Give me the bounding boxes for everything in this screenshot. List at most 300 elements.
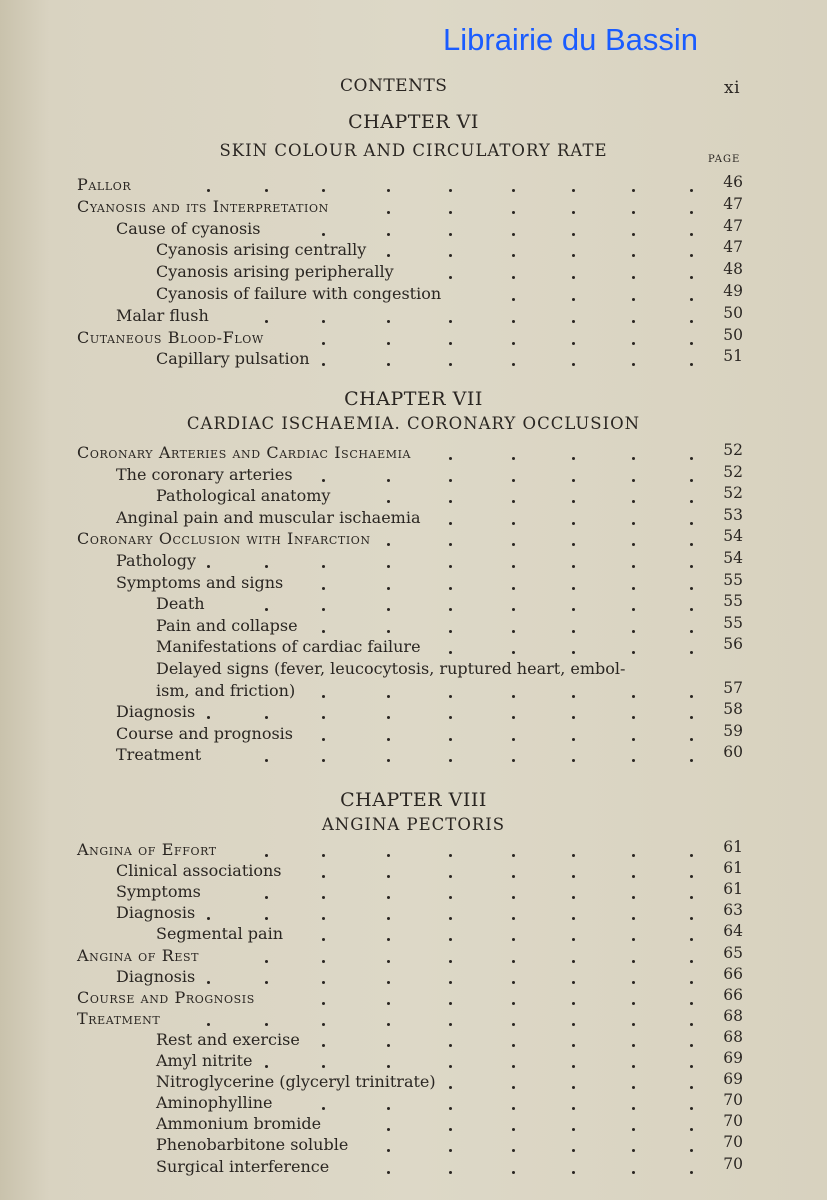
leader-dot	[512, 738, 515, 741]
dot-leader	[0, 443, 700, 463]
dot-leader	[0, 486, 700, 506]
leader-dot	[632, 608, 635, 611]
leader-dot	[322, 938, 325, 941]
dot-leader	[0, 219, 700, 239]
leader-dot	[572, 1107, 575, 1110]
toc-entry	[0, 505, 827, 528]
toc-entry-page: 70	[723, 1154, 743, 1173]
leader-dot	[322, 587, 325, 590]
leader-dot	[632, 1086, 635, 1089]
leader-dot	[322, 716, 325, 719]
leader-dot	[512, 716, 515, 719]
dot-leader	[0, 1030, 700, 1050]
toc-entry-title: Death	[156, 594, 205, 614]
leader-dot	[572, 1149, 575, 1152]
leader-dot	[512, 587, 515, 590]
toc-entry-page: 64	[723, 922, 743, 941]
leader-dot	[387, 211, 390, 214]
toc-entry-title: Treatment	[116, 745, 202, 765]
toc-entry	[0, 613, 827, 636]
leader-dot	[387, 363, 390, 366]
leader-dot	[512, 1149, 515, 1152]
toc-entry-page: 47	[723, 238, 743, 257]
dot-leader	[0, 1093, 700, 1113]
leader-dot	[632, 543, 635, 546]
toc-entry-page: 53	[723, 505, 743, 524]
leader-dot	[512, 875, 515, 878]
leader-dot	[387, 960, 390, 963]
leader-dot	[322, 917, 325, 920]
toc-entry-title: Angina of Effort	[77, 840, 217, 859]
leader-dot	[632, 1128, 635, 1131]
leader-dot	[690, 565, 693, 568]
toc-entry	[0, 943, 827, 966]
leader-dot	[322, 695, 325, 698]
leader-dot	[632, 854, 635, 857]
leader-dot	[449, 1128, 452, 1131]
leader-dot	[265, 716, 268, 719]
leader-dot	[512, 608, 515, 611]
leader-dot	[265, 1023, 268, 1026]
leader-dot	[322, 363, 325, 366]
toc-entry-page: 56	[723, 635, 743, 654]
leader-dot	[572, 500, 575, 503]
toc-entry-title: Coronary Occlusion with Infarction	[77, 529, 371, 549]
toc-entry-page: 46	[723, 173, 743, 191]
chapter-7-number: CHAPTER VII	[344, 388, 483, 410]
leader-dot	[572, 651, 575, 654]
leader-dot	[572, 298, 575, 301]
leader-dot	[512, 1065, 515, 1068]
leader-dot	[690, 695, 693, 698]
dot-leader	[0, 967, 700, 987]
leader-dot	[572, 854, 575, 857]
leader-dot	[572, 479, 575, 482]
leader-dot	[632, 981, 635, 984]
leader-dot	[449, 254, 452, 257]
leader-dot	[690, 896, 693, 899]
leader-dot	[449, 695, 452, 698]
leader-dot	[449, 522, 452, 525]
leader-dot	[387, 608, 390, 611]
toc-entry-page: 69	[723, 1049, 743, 1067]
leader-dot	[632, 457, 635, 460]
toc-entry	[0, 903, 827, 923]
toc-entry	[0, 1051, 827, 1071]
leader-dot	[512, 189, 515, 192]
leader-dot	[690, 276, 693, 279]
leader-dot	[387, 896, 390, 899]
toc-entry	[0, 861, 827, 881]
toc-entry-page: 70	[723, 1091, 743, 1110]
leader-dot	[632, 875, 635, 878]
leader-dot	[265, 608, 268, 611]
leader-dot	[449, 479, 452, 482]
leader-dot	[265, 759, 268, 762]
dot-leader	[0, 882, 700, 902]
leader-dot	[387, 1044, 390, 1047]
leader-dot	[449, 917, 452, 920]
toc-entry-page: 50	[723, 303, 743, 322]
leader-dot	[265, 189, 268, 192]
leader-dot	[322, 960, 325, 963]
leader-dot	[449, 233, 452, 236]
leader-dot	[322, 981, 325, 984]
leader-dot	[512, 276, 515, 279]
leader-dot	[322, 738, 325, 741]
leader-dot	[449, 1023, 452, 1026]
leader-dot	[572, 233, 575, 236]
toc-entry-page: 66	[723, 964, 743, 983]
leader-dot	[690, 500, 693, 503]
leader-dot	[632, 938, 635, 941]
leader-dot	[512, 320, 515, 323]
leader-dot	[387, 854, 390, 857]
toc-entry	[0, 529, 827, 549]
leader-dot	[265, 1065, 268, 1068]
toc-entry-title: Aminophylline	[156, 1093, 273, 1113]
toc-entry	[0, 924, 827, 944]
toc-entry-title: Pain and collapse	[156, 615, 298, 635]
leader-dot	[322, 759, 325, 762]
leader-dot	[690, 917, 693, 920]
leader-dot	[690, 543, 693, 546]
toc-entry-page: 55	[723, 592, 743, 611]
toc-entry	[0, 486, 827, 506]
leader-dot	[387, 254, 390, 257]
toc-entry	[0, 1027, 827, 1050]
leader-dot	[572, 630, 575, 633]
leader-dot	[449, 1044, 452, 1047]
toc-entry-page: 61	[723, 880, 743, 899]
leader-dot	[690, 630, 693, 633]
toc-entry	[0, 1093, 827, 1113]
toc-entry-title: Pallor	[77, 175, 132, 194]
toc-entry	[0, 702, 827, 722]
leader-dot	[449, 1002, 452, 1005]
leader-dot	[265, 565, 268, 568]
leader-dot	[322, 1107, 325, 1110]
dot-leader	[0, 508, 700, 528]
leader-dot	[512, 938, 515, 941]
toc-entry-page: 52	[723, 484, 743, 503]
leader-dot	[572, 543, 575, 546]
leader-dot	[572, 320, 575, 323]
leader-dot	[632, 298, 635, 301]
dot-leader	[0, 1072, 700, 1092]
toc-entry-page: 61	[723, 838, 743, 856]
leader-dot	[632, 342, 635, 345]
leader-dot	[449, 500, 452, 503]
leader-dot	[632, 651, 635, 654]
toc-entry-title: Rest and exercise	[156, 1029, 300, 1049]
leader-dot	[265, 981, 268, 984]
toc-entry-title: Course and Prognosis	[77, 987, 255, 1007]
leader-dot	[387, 189, 390, 192]
toc-entry	[0, 1154, 827, 1177]
leader-dot	[387, 233, 390, 236]
leader-dot	[449, 651, 452, 654]
leader-dot	[387, 1149, 390, 1152]
toc-entry-page: 58	[723, 700, 743, 719]
leader-dot	[449, 854, 452, 857]
leader-dot	[572, 1023, 575, 1026]
leader-dot	[572, 1171, 575, 1174]
leader-dot	[690, 587, 693, 590]
leader-dot	[449, 875, 452, 878]
leader-dot	[449, 276, 452, 279]
leader-dot	[690, 479, 693, 482]
leader-dot	[322, 875, 325, 878]
leader-dot	[572, 565, 575, 568]
leader-dot	[572, 938, 575, 941]
leader-dot	[632, 716, 635, 719]
leader-dot	[690, 189, 693, 192]
leader-dot	[632, 189, 635, 192]
leader-dot	[690, 522, 693, 525]
leader-dot	[265, 320, 268, 323]
leader-dot	[632, 500, 635, 503]
leader-dot	[322, 189, 325, 192]
leader-dot	[632, 363, 635, 366]
toc-entry	[0, 659, 827, 679]
leader-dot	[207, 981, 210, 984]
dot-leader	[0, 306, 700, 326]
leader-dot	[572, 759, 575, 762]
leader-dot	[572, 917, 575, 920]
dot-leader	[0, 284, 700, 304]
leader-dot	[387, 1128, 390, 1131]
toc-entry-page: 66	[723, 985, 743, 1004]
leader-dot	[632, 479, 635, 482]
dot-leader	[0, 349, 700, 369]
leader-dot	[632, 276, 635, 279]
leader-dot	[207, 1023, 210, 1026]
leader-dot	[387, 738, 390, 741]
dot-leader	[0, 988, 700, 1008]
leader-dot	[572, 189, 575, 192]
toc-entry-title: Ammonium bromide	[156, 1114, 322, 1134]
leader-dot	[690, 1149, 693, 1152]
leader-dot	[690, 938, 693, 941]
toc-entry	[0, 303, 827, 326]
leader-dot	[690, 981, 693, 984]
leader-dot	[690, 1002, 693, 1005]
toc-entry-page: 54	[723, 527, 743, 546]
leader-dot	[632, 1044, 635, 1047]
leader-dot	[632, 254, 635, 257]
toc-entry-page: 47	[723, 216, 743, 235]
leader-dot	[322, 1023, 325, 1026]
chapter-6-number: CHAPTER VI	[348, 111, 479, 133]
leader-dot	[322, 1044, 325, 1047]
leader-dot	[387, 981, 390, 984]
toc-entry-title: Amyl nitrite	[156, 1051, 253, 1070]
toc-entry-title: Phenobarbitone soluble	[156, 1135, 349, 1155]
toc-entry-title: Surgical interference	[156, 1156, 330, 1176]
leader-dot	[632, 522, 635, 525]
leader-dot	[512, 479, 515, 482]
toc-entry	[0, 1114, 827, 1134]
leader-dot	[387, 500, 390, 503]
leader-dot	[322, 1065, 325, 1068]
leader-dot	[632, 960, 635, 963]
leader-dot	[387, 630, 390, 633]
leader-dot	[512, 363, 515, 366]
leader-dot	[572, 960, 575, 963]
toc-entry-page: 47	[723, 194, 743, 213]
leader-dot	[449, 543, 452, 546]
leader-dot	[512, 630, 515, 633]
leader-dot	[207, 917, 210, 920]
leader-dot	[387, 1107, 390, 1110]
leader-dot	[387, 938, 390, 941]
toc-entry	[0, 443, 827, 463]
leader-dot	[322, 608, 325, 611]
leader-dot	[512, 960, 515, 963]
leader-dot	[449, 320, 452, 323]
leader-dot	[449, 211, 452, 214]
leader-dot	[572, 1065, 575, 1068]
toc-entry-title: Pathological anatomy	[156, 486, 331, 506]
leader-dot	[387, 543, 390, 546]
leader-dot	[449, 896, 452, 899]
dot-leader	[0, 1157, 700, 1177]
dot-leader	[0, 529, 700, 549]
leader-dot	[632, 896, 635, 899]
dot-leader	[0, 745, 700, 765]
toc-entry	[0, 637, 827, 657]
leader-dot	[572, 587, 575, 590]
chapter-8-number: CHAPTER VIII	[340, 789, 487, 811]
toc-entry	[0, 745, 827, 765]
leader-dot	[690, 1086, 693, 1089]
leader-dot	[449, 565, 452, 568]
toc-entry-title: Cutaneous Blood-Flow	[77, 327, 264, 347]
leader-dot	[265, 960, 268, 963]
leader-dot	[690, 457, 693, 460]
toc-entry-title: Capillary pulsation	[156, 349, 310, 369]
toc-entry-title: Clinical associations	[116, 861, 282, 881]
toc-entry-title: Cyanosis and its Interpretation	[77, 196, 329, 216]
leader-dot	[572, 738, 575, 741]
leader-dot	[572, 276, 575, 279]
leader-dot	[572, 896, 575, 899]
leader-dot	[512, 543, 515, 546]
leader-dot	[512, 896, 515, 899]
page-number: xi	[724, 78, 741, 98]
toc-entry-page: 51	[723, 347, 743, 366]
toc-entry	[0, 194, 827, 217]
leader-dot	[572, 716, 575, 719]
leader-dot	[512, 981, 515, 984]
dot-leader	[0, 573, 700, 593]
leader-dot	[690, 854, 693, 857]
dot-leader	[0, 328, 700, 348]
leader-dot	[632, 759, 635, 762]
toc-entry-title: Symptoms	[116, 882, 201, 902]
leader-dot	[387, 1002, 390, 1005]
leader-dot	[449, 981, 452, 984]
leader-dot	[690, 1107, 693, 1110]
leader-dot	[449, 1171, 452, 1174]
leader-dot	[265, 896, 268, 899]
toc-entry-title: Diagnosis	[116, 702, 196, 722]
toc-entry	[0, 262, 827, 282]
leader-dot	[632, 1171, 635, 1174]
dot-leader	[0, 724, 700, 744]
leader-dot	[512, 211, 515, 214]
toc-entry-title: The coronary arteries	[116, 464, 293, 484]
leader-dot	[322, 1002, 325, 1005]
leader-dot	[512, 500, 515, 503]
leader-dot	[572, 254, 575, 257]
dot-leader	[0, 262, 700, 282]
leader-dot	[512, 457, 515, 460]
leader-dot	[632, 695, 635, 698]
toc-entry	[0, 678, 827, 701]
toc-entry-title: Diagnosis	[116, 903, 196, 923]
toc-entry	[0, 240, 827, 260]
toc-entry-title: Delayed signs (fever, leucocytosis, ruptured heart, embol-	[156, 659, 626, 678]
leader-dot	[449, 630, 452, 633]
leader-dot	[387, 587, 390, 590]
leader-dot	[449, 1086, 452, 1089]
leader-dot	[632, 1002, 635, 1005]
dot-leader	[0, 861, 700, 881]
leader-dot	[572, 211, 575, 214]
toc-entry-page: 52	[723, 441, 743, 459]
leader-dot	[690, 320, 693, 323]
leader-dot	[572, 695, 575, 698]
leader-dot	[632, 1065, 635, 1068]
toc-entry	[0, 462, 827, 485]
toc-entry-title: Course and prognosis	[116, 723, 294, 743]
leader-dot	[387, 1171, 390, 1174]
leader-dot	[387, 342, 390, 345]
leader-dot	[512, 917, 515, 920]
leader-dot	[387, 479, 390, 482]
leader-dot	[572, 875, 575, 878]
leader-dot	[572, 1086, 575, 1089]
dot-leader	[0, 551, 700, 571]
leader-dot	[512, 651, 515, 654]
leader-dot	[449, 608, 452, 611]
dot-leader	[0, 924, 700, 944]
leader-dot	[512, 1044, 515, 1047]
leader-dot	[387, 759, 390, 762]
chapter-8-title: ANGINA PECTORIS	[321, 815, 506, 834]
toc-entry-title: Manifestations of cardiac failure	[156, 637, 421, 657]
toc-entry-page: 59	[723, 721, 743, 740]
leader-dot	[449, 759, 452, 762]
leader-dot	[690, 1171, 693, 1174]
leader-dot	[632, 1149, 635, 1152]
leader-dot	[387, 1065, 390, 1068]
toc-entry-title: ism, and friction)	[156, 680, 296, 700]
leader-dot	[387, 565, 390, 568]
leader-dot	[690, 342, 693, 345]
leader-dot	[265, 917, 268, 920]
toc-entry-title: Angina of Rest	[77, 945, 200, 965]
leader-dot	[512, 342, 515, 345]
leader-dot	[322, 342, 325, 345]
leader-dot	[449, 960, 452, 963]
leader-dot	[512, 298, 515, 301]
toc-entry	[0, 594, 827, 614]
toc-entry	[0, 570, 827, 593]
toc-entry-page: 68	[723, 1006, 743, 1025]
